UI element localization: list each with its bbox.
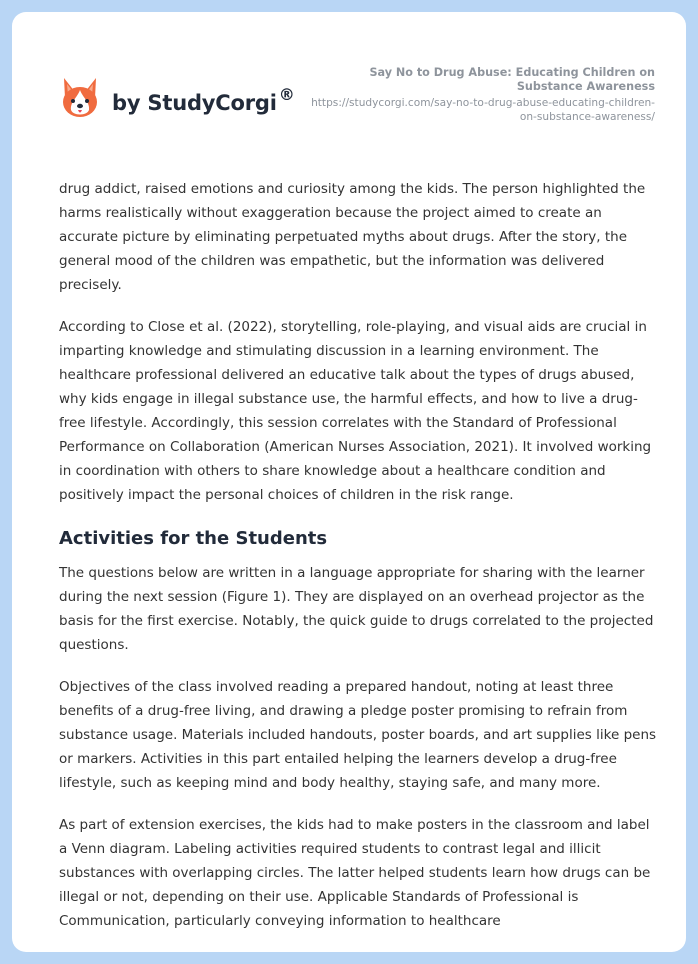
section-heading: Activities for the Students	[59, 528, 328, 549]
studycorgi-logo[interactable]	[60, 76, 295, 120]
document-title: Say No to Drug Abuse: Educating Children on Substance Awareness	[369, 66, 655, 93]
brand-name	[112, 87, 295, 115]
paragraph: drug addict, raised emotions and curiosity among the kids. The person highlighted the harms realistically without exaggeration because the project aimed to create an accurate picture by eliminating perpetuated myths about drugs. After the story, the general mood of the children was empathetic, but the information was delivered precisely.	[59, 181, 646, 293]
corgi-icon	[60, 76, 100, 120]
document-url[interactable]: https://studycorgi.com/say-no-to-drug-abuse-educating-children-on-substance-awareness/	[311, 97, 655, 123]
paragraph: As part of extension exercises, the kids had to make posters in the classroom and label a Venn diagram. Labeling activities required students to contrast legal and illicit substances with overlapping circles. The latter helped students learn how drugs can be illegal or not, depending on their use. Applicable Standards of Professional is Communication, particularly conveying information to healthcare	[59, 817, 651, 929]
brand-text: by StudyCorgi	[112, 91, 277, 115]
document-page	[12, 12, 686, 952]
document-meta	[305, 66, 655, 124]
document-body	[59, 177, 659, 951]
paragraph: The questions below are written in a language appropriate for sharing with the learner during the next session (Figure 1). They are displayed on an overhead projector as the basis for the first exercise. Notably, the quick guide to drugs correlated to the projected questions.	[59, 565, 654, 653]
registered-mark: ®	[278, 85, 295, 104]
page-header	[12, 12, 686, 162]
paragraph: According to Close et al. (2022), storytelling, role-playing, and visual aids are crucial in imparting knowledge and stimulating discussion in a learning environment. The healthcare professional delivered an educative talk about the types of drugs abused, why kids engage in illegal substance use, the harmful effects, and how to live a drug-free lifestyle. Accordingly, this session correlates with the Standard of Professional Performance on Collaboration (American Nurses Association, 2021). It involved working in coordination with others to share knowledge about a healthcare condition and positively impact the personal choices of children in the risk range.	[59, 319, 652, 503]
paragraph: Objectives of the class involved reading a prepared handout, noting at least three benefits of a drug-free living, and drawing a pledge poster promising to refrain from substance usage. Materials included handouts, poster boards, and art supplies like pens or markers. Activities in this part entailed helping the learners develop a drug-free lifestyle, such as keeping mind and body healthy, staying safe, and many more.	[59, 679, 657, 791]
